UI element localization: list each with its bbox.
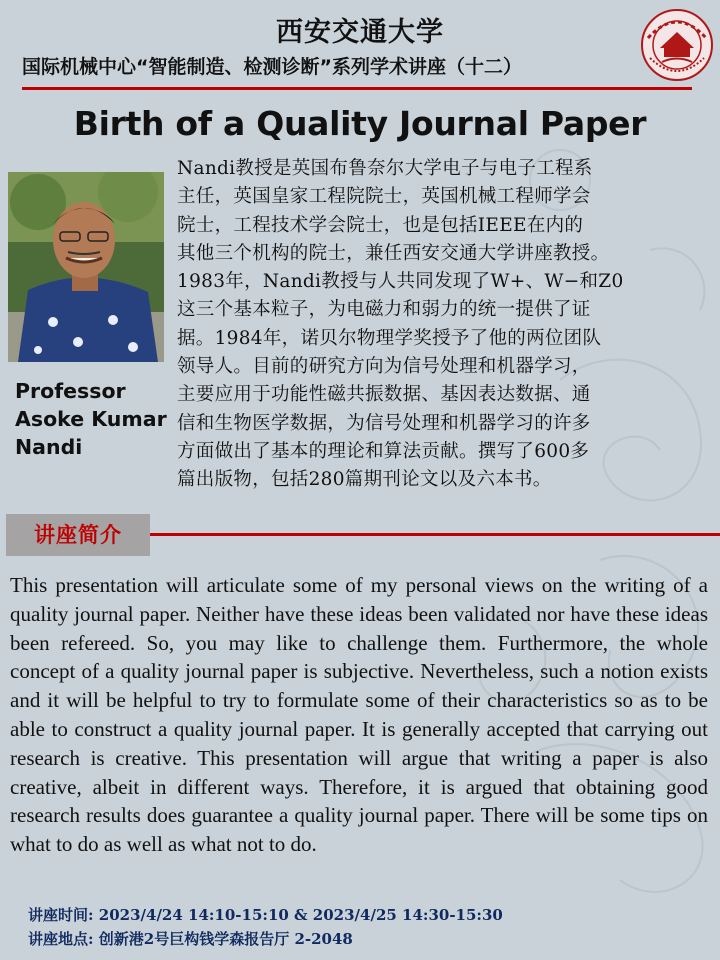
bio-line: 据。1984年，诺贝尔物理学奖授予了他的两位团队	[177, 327, 602, 349]
lecture-time-value: 2023/4/24 14:10-15:10 & 2023/4/25 14:30-15:30	[98, 906, 503, 924]
speaker-bio	[177, 155, 713, 495]
bio-line: 主要应用于功能性磁共振数据、基因表达数据、通	[177, 384, 591, 406]
bio-line: 信和生物医学数据，为信号处理和机器学习的许多	[177, 412, 591, 434]
bio-line: 院士，工程技术学会院士，也是包括IEEE在内的	[177, 214, 584, 236]
university-logo	[640, 8, 714, 82]
speaker-name-line: Asoke Kumar	[15, 407, 167, 431]
section-divider	[150, 533, 720, 536]
lecture-place-label: 讲座地点:	[28, 930, 94, 948]
university-name: 西安交通大学	[276, 17, 444, 48]
lecture-time	[28, 904, 503, 925]
speaker-name-line: Professor	[15, 379, 126, 403]
bio-line: 方面做出了基本的理论和算法贡献。撰写了600多	[177, 440, 590, 462]
bio-line: 这三个基本粒子，为电磁力和弱力的统一提供了证	[177, 299, 591, 321]
abstract-text: This presentation will articulate some of my personal views on the writing of a quality journal paper. Neither have these ideas been validated nor have these ideas been refereed. So, you may like to challenge them. Furthermore, the whole concept of a quality journal paper is subjective. Nevertheless, such a notion exists and it will be helpful to try to formulate some of their characteristics so as to be able to construct a quality journal paper. It is generally accepted that carrying out research is creative. This presentation will argue that writing a paper is also creative, albeit in different ways. Therefore, it is argued that obtaining good research results does guarantee a quality journal paper. There will be some tips on what to do as well as what not to do.	[10, 573, 708, 857]
speaker-photo	[8, 172, 164, 362]
header-divider	[22, 87, 692, 90]
section-label-abstract: 讲座简介	[6, 514, 150, 556]
bio-line: 领导人。目前的研究方向为信号处理和机器学习，	[177, 356, 591, 378]
bio-line: 篇出版物，包括280篇期刊论文以及六本书。	[177, 469, 552, 491]
speaker-name	[15, 377, 175, 461]
lecture-series-title: 国际机械中心“智能制造、检测诊断”系列学术讲座（十二）	[22, 56, 522, 78]
lecture-title: Birth of a Quality Journal Paper	[73, 104, 647, 143]
lecture-place	[28, 928, 353, 949]
bio-line: 其他三个机构的院士，兼任西安交通大学讲座教授。	[177, 242, 610, 264]
lecture-time-label: 讲座时间:	[28, 906, 94, 924]
bio-line: 1983年，Nandi教授与人共同发现了W+、W−和Z0	[177, 271, 624, 293]
bio-line: Nandi教授是英国布鲁奈尔大学电子与电子工程系	[177, 158, 593, 179]
speaker-name-line: Nandi	[15, 435, 83, 459]
bio-line: 主任，英国皇家工程院院士，英国机械工程师学会	[177, 186, 591, 208]
lecture-place-value: 创新港2号巨构钱学森报告厅 2-2048	[98, 930, 353, 948]
